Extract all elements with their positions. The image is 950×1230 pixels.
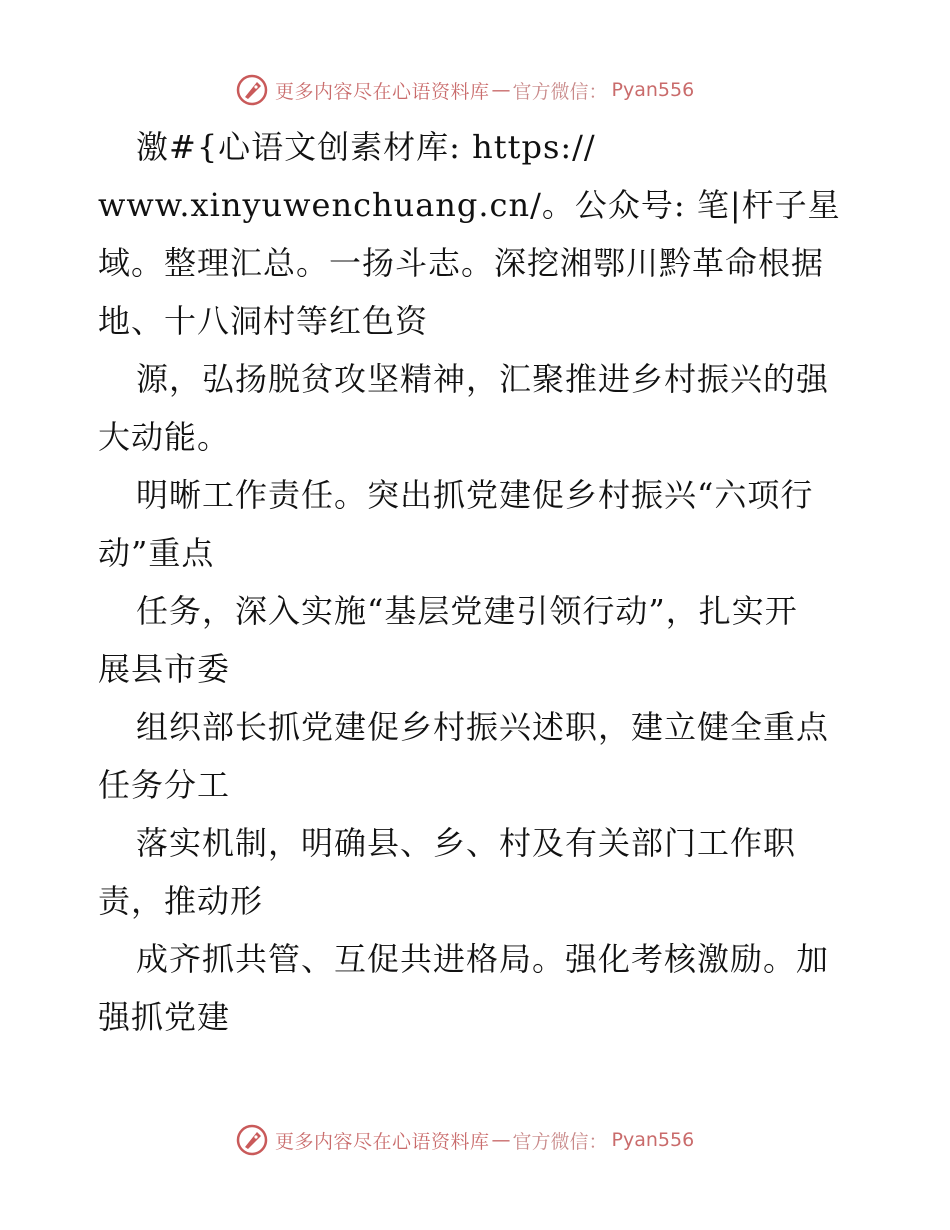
watermark-dash: — bbox=[491, 79, 511, 101]
body-line: 动”重点 bbox=[98, 534, 215, 572]
watermark-brand: 更多内容尽在心语资料库 bbox=[275, 80, 490, 103]
body-line: 大动能。 bbox=[98, 418, 231, 456]
body-line: 展县市委 bbox=[98, 650, 231, 688]
watermark-brand: 更多内容尽在心语资料库 bbox=[275, 1130, 490, 1153]
body-line: 落实机制，明确县、乡、村及有关部门工作职 bbox=[136, 824, 797, 862]
body-line: 域。整理汇总。一扬斗志。深挖湘鄂川黔革命根据 bbox=[98, 244, 825, 282]
body-line: 组织部长抓党建促乡村振兴述职，建立健全重点 bbox=[136, 708, 830, 746]
body-line: 激#{心语文创素材库: https:// bbox=[136, 128, 596, 166]
body-line: 任务分工 bbox=[98, 766, 231, 804]
body-line: 强抓党建 bbox=[98, 998, 231, 1036]
footer-watermark bbox=[235, 1122, 755, 1158]
body-line: 任务，深入实施“基层党建引领行动”，扎实开 bbox=[136, 592, 798, 630]
watermark-wechat-id: Pyan556 bbox=[611, 79, 695, 101]
body-line: 源，弘扬脱贫攻坚精神，汇聚推进乡村振兴的强 bbox=[136, 360, 830, 398]
watermark-wechat-label: 官方微信： bbox=[512, 1130, 608, 1153]
pen-nib-logo-icon bbox=[235, 1123, 269, 1157]
watermark-wechat-id: Pyan556 bbox=[611, 1129, 695, 1151]
body-line: www.xinyuwenchuang.cn/。公众号: 笔|杆子星 bbox=[98, 186, 841, 224]
watermark-wechat-label: 官方微信： bbox=[512, 80, 608, 103]
document-body bbox=[98, 118, 858, 1046]
header-watermark bbox=[235, 72, 755, 108]
pen-nib-logo-icon bbox=[235, 73, 269, 107]
watermark-dash: — bbox=[491, 1129, 511, 1151]
body-line: 成齐抓共管、互促共进格局。强化考核激励。加 bbox=[136, 940, 830, 978]
body-line: 地、十八洞村等红色资 bbox=[98, 302, 429, 340]
body-line: 明晰工作责任。突出抓党建促乡村振兴“六项行 bbox=[136, 476, 814, 514]
body-line: 责，推动形 bbox=[98, 882, 264, 920]
